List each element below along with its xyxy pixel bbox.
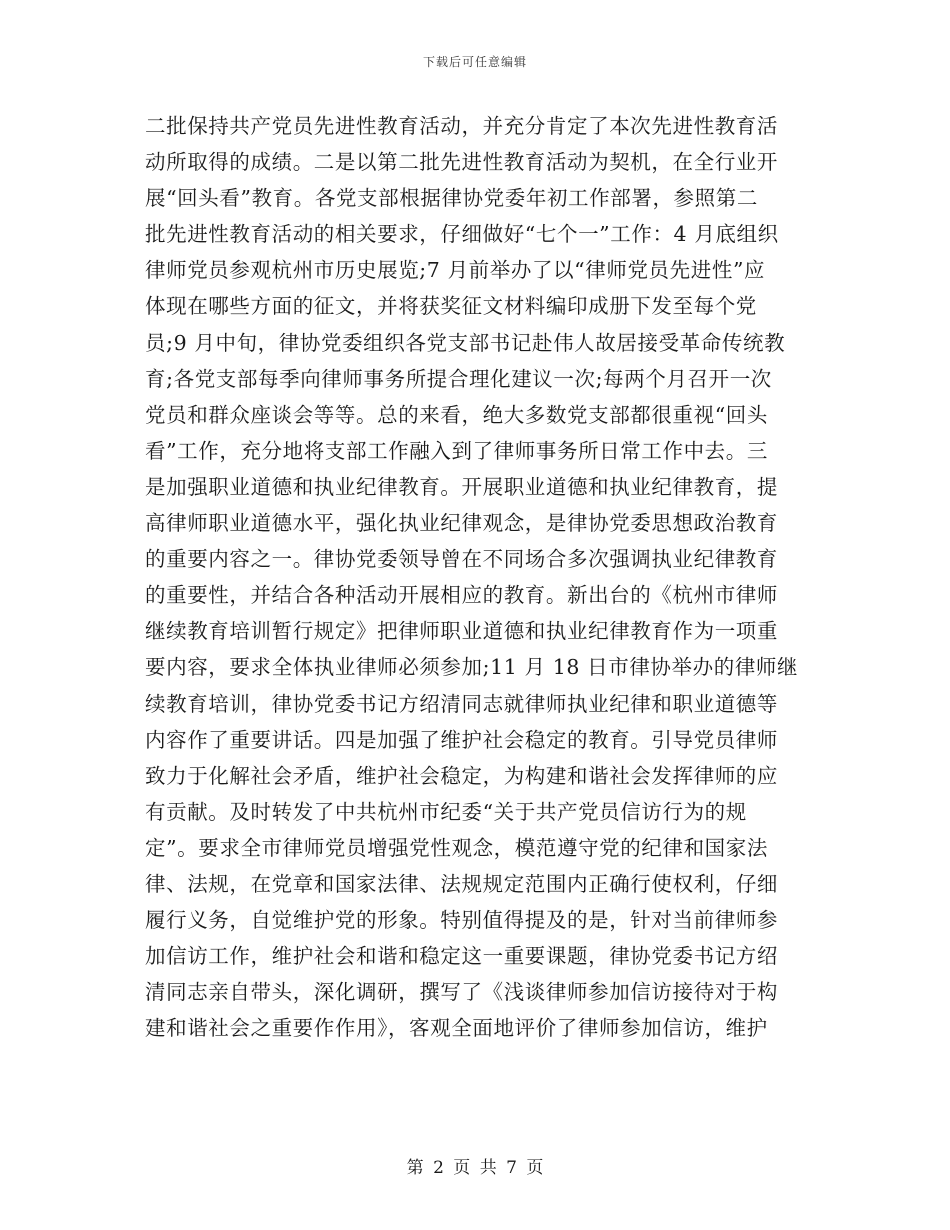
body-line: 清同志亲自带头，深化调研，撰写了《浅谈律师参加信访接待对于构 bbox=[145, 980, 778, 1005]
body-line: 体现在哪些方面的征文，并将获奖征文材料编印成册下发至每个党 bbox=[145, 294, 757, 319]
body-line: 二批保持共产党员先进性教育活动，并充分肯定了本次先进性教育活 bbox=[145, 114, 778, 138]
body-line: 律师党员参观杭州市历史展览;7 月前举办了以“律师党员先进性”应 bbox=[145, 258, 766, 283]
page-header-note: 下载后可任意编辑 bbox=[422, 55, 527, 69]
body-line: 党员和群众座谈会等等。总的来看，绝大多数党支部都很重视“回头 bbox=[145, 402, 768, 427]
body-line: 继续教育培训暂行规定》把律师职业道德和执业纪律教育作为一项重 bbox=[145, 619, 778, 644]
body-line: 育;各党支部每季向律师事务所提合理化建议一次;每两个月召开一次 bbox=[145, 366, 772, 391]
page-number-footer bbox=[0, 1153, 950, 1178]
footer-middle: 页 共 bbox=[453, 1158, 497, 1178]
body-line: 要内容，要求全体执业律师必须参加;11 月 18 日市律协举办的律师继 bbox=[145, 655, 799, 680]
body-line: 高律师职业道德水平，强化执业纪律观念，是律协党委思想政治教育 bbox=[145, 511, 778, 536]
body-line: 员;9 月中旬，律协党委组织各党支部书记赴伟人故居接受革命传统教 bbox=[145, 330, 786, 355]
total-page-count: 7 bbox=[506, 1158, 517, 1178]
body-line: 续教育培训，律协党委书记方绍清同志就律师执业纪律和职业道德等 bbox=[145, 691, 778, 716]
body-line: 律、法规，在党章和国家法律、法规规定范围内正确行使权利，仔细 bbox=[145, 871, 778, 896]
body-line: 的重要内容之一。律协党委领导曾在不同场合多次强调执业纪律教育 bbox=[145, 547, 778, 572]
footer-prefix: 第 bbox=[406, 1158, 424, 1178]
body-line: 看”工作，充分地将支部工作融入到了律师事务所日常工作中去。三 bbox=[145, 438, 768, 463]
body-line: 有贡献。及时转发了中共杭州市纪委“关于共产党员信访行为的规 bbox=[145, 799, 747, 824]
current-page-number: 2 bbox=[433, 1158, 444, 1178]
body-line: 动所取得的成绩。二是以第二批先进性教育活动为契机，在全行业开 bbox=[145, 150, 778, 175]
body-line: 致力于化解社会矛盾，维护社会稳定，为构建和谐社会发挥律师的应 bbox=[145, 763, 778, 788]
body-line: 履行义务，自觉维护党的形象。特别值得提及的是，针对当前律师参 bbox=[145, 908, 778, 933]
body-line: 展“回头看”教育。各党支部根据律协党委年初工作部署，参照第二 bbox=[145, 186, 758, 211]
document-body bbox=[145, 108, 810, 1046]
body-line: 建和谐社会之重要作作用》，客观全面地评价了律师参加信访，维护 bbox=[145, 1016, 768, 1041]
body-line: 内容作了重要讲话。四是加强了维护社会稳定的教育。引导党员律师 bbox=[145, 727, 778, 752]
body-line: 的重要性，并结合各种活动开展相应的教育。新出台的《杭州市律师 bbox=[145, 583, 778, 608]
body-line: 是加强职业道德和执业纪律教育。开展职业道德和执业纪律教育，提 bbox=[145, 474, 778, 499]
footer-suffix: 页 bbox=[526, 1158, 544, 1178]
body-line: 加信访工作，维护社会和谐和稳定这一重要课题，律协党委书记方绍 bbox=[145, 944, 778, 969]
body-line: 批先进性教育活动的相关要求，仔细做好“七个一”工作：4 月底组织 bbox=[145, 222, 779, 247]
body-line: 定”。要求全市律师党员增强党性观念，模范遵守党的纪律和国家法 bbox=[145, 835, 768, 860]
